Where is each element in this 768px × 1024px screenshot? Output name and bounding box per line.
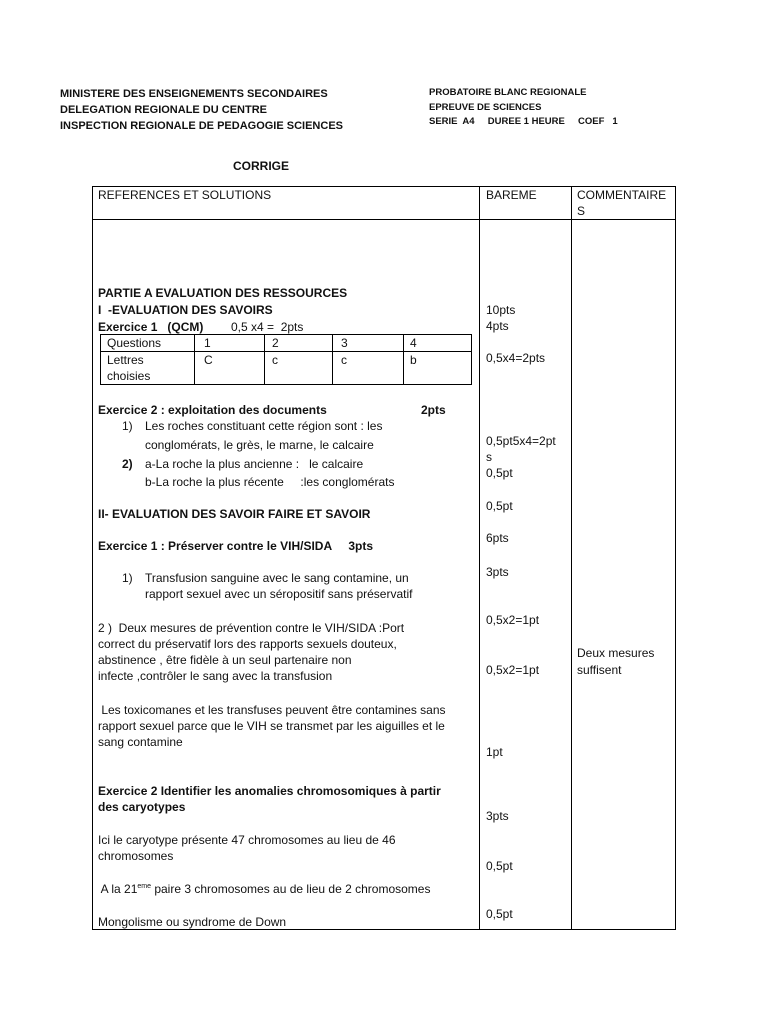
ex3-answer-3-line1: Les toxicomanes et les transfuses peuvent être contamines sans xyxy=(98,703,446,717)
header-row-divider xyxy=(93,219,675,220)
exam-line-2: EPREUVE DE SCIENCES xyxy=(429,101,542,113)
qcm-col-divider xyxy=(194,335,195,384)
ex4-answer-line3 xyxy=(98,881,430,897)
ex4-answer-line1: Ici le caryotype présente 47 chromosomes au lieu de 46 xyxy=(98,833,396,847)
ex4-pair-suffix: paire 3 chromosomes au de lieu de 2 chromosomes xyxy=(151,882,431,896)
qcm-answer-1: C xyxy=(204,353,213,367)
exercise-4-title-line1: Exercice 2 Identifier les anomalies chromosomiques à partir xyxy=(98,784,441,798)
column-header-references: REFERENCES ET SOLUTIONS xyxy=(98,188,272,202)
qcm-questions-label: Questions xyxy=(107,336,162,350)
ex3-answer-1-line1: Transfusion sanguine avec le sang contamine, un xyxy=(145,571,409,585)
ex3-answer-2-line1: 2 ) Deux mesures de prévention contre le VIH/SIDA :Port xyxy=(98,621,405,635)
qcm-question-1: 1 xyxy=(204,336,211,350)
bareme-value: 0,5pt5x4=2pt xyxy=(486,434,556,448)
bareme-value: 0,5x4=2pts xyxy=(486,351,546,365)
exam-line-3: SERIE A4 DUREE 1 HEURE COEF 1 xyxy=(429,116,618,127)
qcm-question-4: 4 xyxy=(410,336,417,350)
qcm-answers-label-1: Lettres xyxy=(107,353,144,367)
bareme-value: 10pts xyxy=(486,303,516,317)
ex3-answer-3-line3: sang contamine xyxy=(98,735,183,749)
ex2-item-number: 1) xyxy=(122,419,133,433)
bareme-value: 6pts xyxy=(486,531,509,545)
exercise-1-points: 0,5 x4 = 2pts xyxy=(231,320,304,334)
column-header-commentaires: COMMENTAIRE xyxy=(577,188,667,202)
ex3-answer-3-line2: rapport sexuel parce que le VIH se transmet par les aiguilles et le xyxy=(98,719,445,733)
qcm-col-divider xyxy=(403,335,404,384)
column-divider xyxy=(479,187,480,929)
ex2-answer-1-line1: Les roches constituant cette région sont : les xyxy=(145,419,383,433)
column-header-commentaires-wrap: S xyxy=(577,204,586,218)
section-1-heading: I -EVALUATION DES SAVOIRS xyxy=(98,303,273,317)
ex4-pair-prefix: A la 21 xyxy=(98,882,138,896)
bareme-value: 0,5pt xyxy=(486,466,513,480)
ex4-pair-superscript: eme xyxy=(137,883,151,890)
ex2-answer-1-line2: conglomérats, le grès, le marne, le calcaire xyxy=(145,438,374,452)
qcm-answers-label-2: choisies xyxy=(107,369,151,383)
section-2-heading: II- EVALUATION DES SAVOIR FAIRE ET SAVOIR xyxy=(98,507,371,521)
exercise-4-title-line2: des caryotypes xyxy=(98,800,186,814)
exercise-1-title: Exercice 1 (QCM) xyxy=(98,320,204,334)
partie-a-heading: PARTIE A EVALUATION DES RESSOURCES xyxy=(98,286,348,300)
qcm-answer-2: c xyxy=(272,353,278,367)
bareme-value: 0,5pt xyxy=(486,907,513,921)
exercise-2-points: 2pts xyxy=(421,403,446,417)
qcm-answer-3: c xyxy=(341,353,347,367)
exam-line-1: PROBATOIRE BLANC REGIONALE xyxy=(429,87,587,98)
qcm-question-3: 3 xyxy=(341,336,348,350)
header-line-3: INSPECTION REGIONALE DE PEDAGOGIE SCIENCES xyxy=(60,120,343,132)
qcm-answer-4: b xyxy=(410,353,417,367)
ex4-answer-line4: Mongolisme ou syndrome de Down xyxy=(98,915,287,929)
ex4-answer-line2: chromosomes xyxy=(98,849,174,863)
ex3-answer-2-line4: infecte ,contrôler le sang avec la transfusion xyxy=(98,669,333,683)
ministry-header xyxy=(60,86,343,134)
bareme-value: 4pts xyxy=(486,319,509,333)
bareme-value: 3pts xyxy=(486,565,509,579)
header-line-1: MINISTERE DES ENSEIGNEMENTS SECONDAIRES xyxy=(60,88,328,100)
exercise-2-title: Exercice 2 : exploitation des documents xyxy=(98,403,327,417)
qcm-question-2: 2 xyxy=(272,336,279,350)
page-title: CORRIGE xyxy=(233,159,290,173)
ex2-answer-2-line1: a-La roche la plus ancienne : le calcaire xyxy=(145,457,364,471)
qcm-col-divider xyxy=(264,335,265,384)
ex3-answer-1-line2: rapport sexuel avec un séropositif sans préservatif xyxy=(145,587,413,601)
ex3-item-number: 1) xyxy=(122,571,133,585)
bareme-value: 0,5x2=1pt xyxy=(486,663,540,677)
ex3-answer-2-line2: correct du préservatif lors des rapports sexuels douteux, xyxy=(98,637,397,651)
qcm-col-divider xyxy=(332,335,333,384)
qcm-table xyxy=(100,334,472,385)
ex2-answer-2-line2: b-La roche la plus récente :les conglomérats xyxy=(145,475,395,489)
bareme-value: 3pts xyxy=(486,809,509,823)
comment-line-2: suffisent xyxy=(577,663,622,677)
bareme-value: s xyxy=(486,450,492,464)
bareme-value: 0,5pt xyxy=(486,499,513,513)
bareme-value: 1pt xyxy=(486,745,503,759)
column-divider xyxy=(571,187,572,929)
bareme-value: 0,5x2=1pt xyxy=(486,613,540,627)
ex2-item-number: 2) xyxy=(122,457,133,471)
comment-line-1: Deux mesures xyxy=(577,646,655,660)
exercise-3-title: Exercice 1 : Préserver contre le VIH/SIDA 3pts xyxy=(98,539,374,553)
exam-header xyxy=(429,86,618,130)
ex3-answer-2-line3: abstinence , être fidèle à un seul partenaire non xyxy=(98,653,352,667)
bareme-value: 0,5pt xyxy=(486,859,513,873)
header-line-2: DELEGATION REGIONALE DU CENTRE xyxy=(60,104,267,116)
column-header-bareme: BAREME xyxy=(486,188,537,202)
